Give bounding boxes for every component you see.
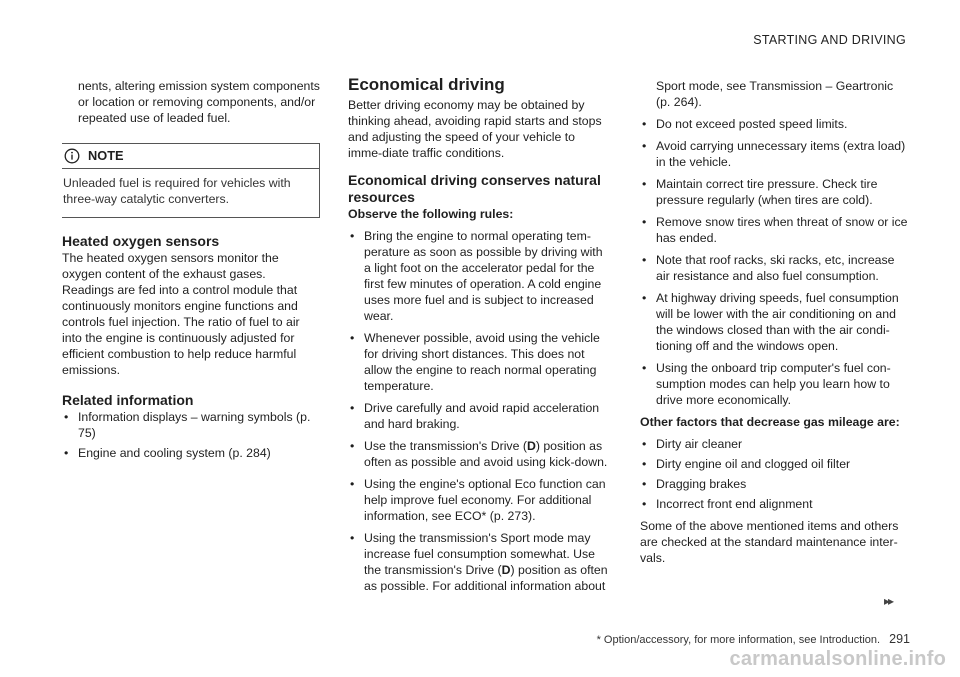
- rule-item-drive: • Use the transmission's Drive (D) position as often as possible and avoid using kick-down.: [348, 438, 612, 470]
- rule-item: • At highway driving speeds, fuel consumption will be lower with the air conditioning on and the windows closed than with the air condi-tioning off and the windows open.: [640, 290, 908, 354]
- continue-arrows-icon: ▸▸: [884, 594, 893, 608]
- rule-item-sport: • Using the transmission's Sport mode may increase fuel consumption somewhat. Use the transmission's Drive (D) position as often as possible. For additional information about: [348, 530, 612, 594]
- rule-item: • Remove snow tires when threat of snow or ice has ended.: [640, 214, 908, 246]
- related-info-list: [62, 409, 320, 461]
- page-header: STARTING AND DRIVING: [753, 33, 906, 47]
- note-text: Unleaded fuel is required for vehicles with three-way catalytic converters.: [63, 176, 291, 206]
- rule-item: • Note that roof racks, ski racks, etc, increase air resistance and also fuel consumption.: [640, 252, 908, 284]
- factor-item: • Incorrect front end alignment: [640, 496, 908, 512]
- economical-intro: Better driving economy may be obtained by thinking ahead, avoiding rapid starts and stops and adjusting the speed of your vehicle to imme-diate traffic conditions.: [348, 98, 602, 160]
- middle-column: [348, 0, 612, 594]
- heated-sensors-title: Heated oxygen sensors: [62, 233, 220, 249]
- rule-item: • Whenever possible, avoid using the vehicle for driving short distances. This does not allow the engine to reach normal operating temperature.: [348, 330, 612, 394]
- closing-text: Some of the above mentioned items and others are checked at the standard maintenance inter-vals.: [640, 519, 899, 565]
- rule-item: • Drive carefully and avoid rapid acceleration and hard braking.: [348, 400, 612, 432]
- related-info-title: Related information: [62, 392, 194, 408]
- heated-sensors-text: The heated oxygen sensors monitor the oxygen content of the exhaust gases. Readings are fed into a control module that continuously monitors engine functions and controls fuel injection. The ratio of fuel to air into the engine is continuously adjusted for efficient combustion to help reduce harmful emissions.: [62, 251, 300, 377]
- rule-item: • Using the onboard trip computer's fuel con-sumption modes can help you learn how to drive more economically.: [640, 360, 908, 408]
- rule-item: • Maintain correct tire pressure. Check tire pressure regularly (when tires are cold).: [640, 176, 908, 208]
- factor-item: • Dragging brakes: [640, 476, 908, 492]
- page-number: 291: [889, 632, 910, 646]
- related-link-warning-symbols[interactable]: • Information displays – warning symbols (p. 75): [62, 409, 320, 441]
- related-link-cooling-system[interactable]: • Engine and cooling system (p. 284): [62, 445, 320, 461]
- rule-item: • Avoid carrying unnecessary items (extra load) in the vehicle.: [640, 138, 908, 170]
- right-column: [640, 0, 908, 566]
- note-box: [62, 143, 320, 218]
- factors-list: [640, 436, 908, 512]
- sport-mode-continuation: Sport mode, see Transmission – Geartronic (p. 264).: [656, 79, 894, 109]
- rule-item: • Bring the engine to normal operating tem-perature as soon as possible by driving with a light foot on the accelerator pedal for the first few minutes of operation. A cold engine uses more fuel and is subject to increased wear.: [348, 228, 612, 324]
- page-footer: [597, 632, 910, 646]
- watermark: carmanualsonline.info: [729, 648, 946, 670]
- note-label: NOTE: [88, 148, 124, 163]
- rules-list: [348, 228, 612, 594]
- factor-item: • Dirty air cleaner: [640, 436, 908, 452]
- economical-driving-title: Economical driving: [348, 75, 505, 94]
- info-icon: [64, 148, 80, 164]
- note-header: [62, 144, 319, 169]
- factor-item: • Dirty engine oil and clogged oil filter: [640, 456, 908, 472]
- footnote: * Option/accessory, for more information, see Introduction.: [596, 634, 881, 646]
- left-column: [62, 0, 320, 461]
- more-rules-list: [640, 116, 908, 408]
- rules-label: Observe the following rules:: [348, 207, 514, 221]
- conserves-resources-title: Economical driving conserves natural resources: [348, 172, 601, 205]
- factors-label: Other factors that decrease gas mileage are:: [640, 415, 900, 429]
- rule-item: • Do not exceed posted speed limits.: [640, 116, 908, 132]
- rule-item-eco: • Using the engine's optional Eco function can help improve fuel economy. For additional information, see ECO* (p. 273).: [348, 476, 612, 524]
- continuation-text: nents, altering emission system components or location or removing components, and/or repeated use of leaded fuel.: [78, 79, 320, 125]
